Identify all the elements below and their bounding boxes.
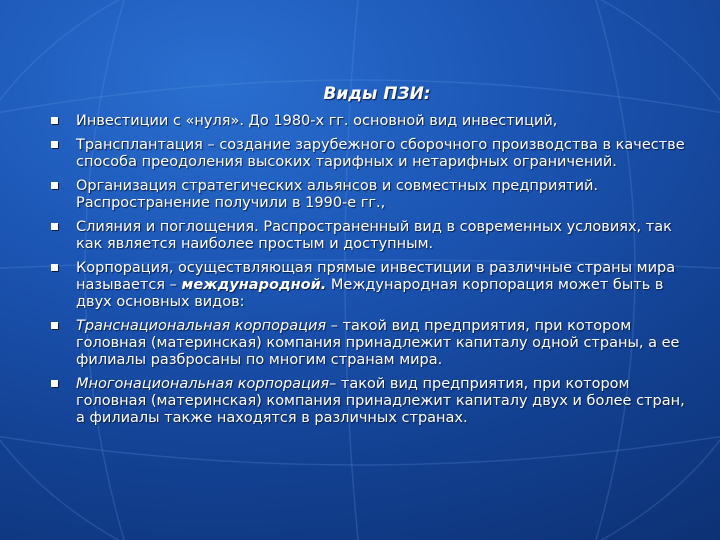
item-emphasis: международной. (181, 277, 327, 293)
square-bullet-icon (51, 322, 58, 329)
item-text-post: Международная корпорация может быть в двух основных видов: (76, 277, 664, 310)
list-item (48, 178, 698, 212)
slide-title: Виды ПЗИ: (323, 84, 431, 104)
item-text: Инвестиции с «нуля». До 1980-х гг. основной вид инвестиций, (76, 113, 558, 129)
square-bullet-icon (51, 182, 58, 189)
square-bullet-icon (51, 141, 58, 148)
list-item (48, 318, 698, 369)
square-bullet-icon (51, 117, 58, 124)
bullet-list (48, 113, 698, 427)
list-item (48, 219, 698, 253)
item-term: Многонациональная корпорация (76, 376, 330, 392)
item-text: Организация стратегических альянсов и совместных предприятий. Распространение получили в 1990-е гг., (76, 178, 599, 211)
square-bullet-icon (51, 223, 58, 230)
item-text: Слияния и поглощения. Распространенный вид в современных условиях, так как является наиболее простым и доступным. (76, 219, 672, 252)
list-item (48, 113, 698, 130)
list-item (48, 260, 698, 311)
item-text: Трансплантация – создание зарубежного сборочного производства в качестве способа преодоления высоких тарифных и нетарифных ограничений. (76, 137, 685, 170)
item-text-post: – такой вид предприятия, при котором головная (материнская) компания принадлежит капиталу двух и более стран, а филиалы также находятся в различных странах. (76, 376, 685, 426)
slide-content (48, 84, 698, 434)
list-item (48, 376, 698, 427)
square-bullet-icon (51, 264, 58, 271)
item-text-pre: Корпорация, осуществляющая прямые инвестиции в различные страны мира называется – (76, 260, 676, 293)
item-term: Транснациональная корпорация (76, 318, 327, 334)
square-bullet-icon (51, 380, 58, 387)
list-item (48, 137, 698, 171)
item-text-post: – такой вид предприятия, при котором головная (материнская) компания принадлежит капиталу одной страны, а ее филиалы разбросаны по многим странам мира. (76, 318, 680, 368)
